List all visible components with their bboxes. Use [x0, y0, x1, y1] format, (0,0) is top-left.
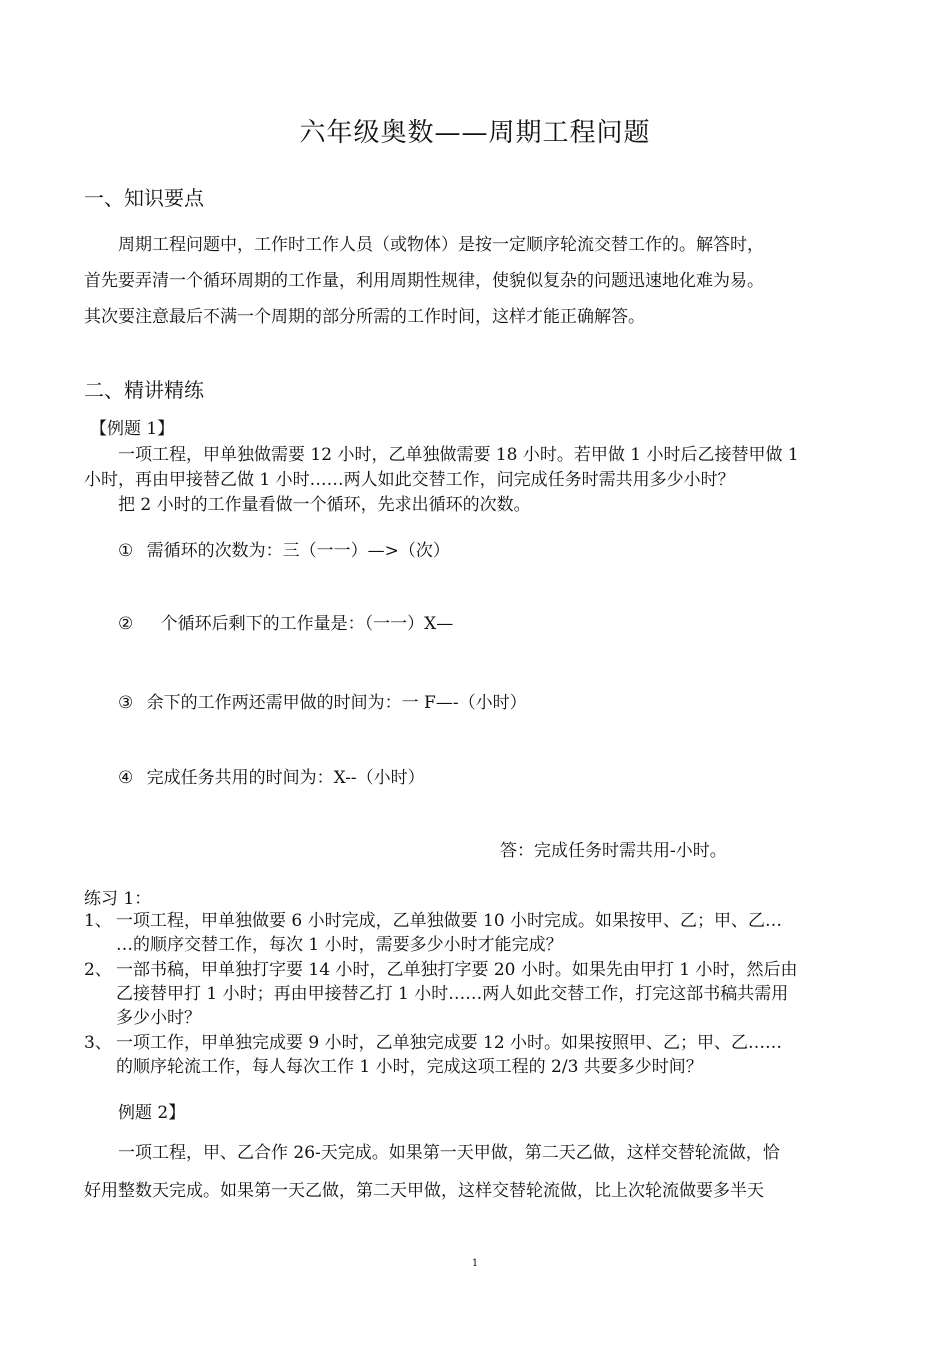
item-line: 一项工程，甲单独做要 6 小时完成，乙单独做要 10 小时完成。如果按甲、乙；甲、乙… [116, 911, 783, 931]
step-marker: ② [118, 614, 134, 634]
step-text: 余下的工作两还需甲做的时间为：一 F—-（小时） [146, 693, 527, 713]
step-text: 完成任务共用的时间为：X--（小时） [146, 768, 425, 788]
section-heading-practice: 二、精讲精练 [84, 378, 204, 402]
page-title: 六年级奥数——周期工程问题 [299, 118, 651, 148]
knowledge-line-2: 首先要弄清一个循环周期的工作量，利用周期性规律，使貌似复杂的问题迅速地化难为易。 [84, 271, 764, 291]
item-line: 乙接替甲打 1 小时；再由甲接替乙打 1 小时……两人如此交替工作，打完这部书稿共需用 [116, 984, 789, 1004]
section-heading-knowledge: 一、知识要点 [84, 186, 204, 210]
page-number: 1 [471, 1258, 479, 1269]
example1-step-4 [118, 763, 425, 788]
item-line: …的顺序交替工作，每次 1 小时，需要多少小时才能完成？ [116, 935, 563, 955]
item-line: 一项工作，甲单独完成要 9 小时，乙单独完成要 12 小时。如果按照甲、乙；甲、乙…… [116, 1033, 783, 1053]
example1-line-3: 把 2 小时的工作量看做一个循环，先求出循环的次数。 [118, 495, 531, 515]
step-marker: ④ [118, 768, 134, 788]
item-number: 3、 [84, 1033, 112, 1053]
example1-answer: 答：完成任务时需共用-小时。 [500, 841, 727, 861]
example2-line-2: 好用整数天完成。如果第一天乙做，第二天甲做，这样交替轮流做，比上次轮流做要多半天 [84, 1181, 764, 1201]
item-number: 2、 [84, 960, 112, 980]
step-text: 需循环的次数为：三（一一）—>（次） [146, 541, 450, 561]
knowledge-line-3: 其次要注意最后不满一个周期的部分所需的工作时间，这样才能正确解答。 [84, 307, 645, 327]
item-line: 多少小时？ [116, 1008, 201, 1028]
item-number: 1、 [84, 911, 112, 931]
example1-line-1: 一项工程，甲单独做需要 12 小时，乙单独做需要 18 小时。若甲做 1 小时后乙接替甲做 1 [118, 445, 799, 465]
example2-label: 例题 2】 [118, 1103, 186, 1123]
step-text: 个循环后剩下的工作量是：（一一）X— [160, 614, 454, 634]
item-line: 一部书稿，甲单独打字要 14 小时，乙单独打字要 20 小时。如果先由甲打 1 小时，然后由 [116, 960, 798, 980]
example1-step-2 [118, 609, 453, 634]
example1-step-1 [118, 536, 450, 561]
example1-label: 【例题 1】 [90, 419, 175, 439]
example2-line-1: 一项工程，甲、乙合作 26-天完成。如果第一天甲做，第二天乙做，这样交替轮流做，恰 [118, 1143, 780, 1163]
item-line: 的顺序轮流工作，每人每次工作 1 小时，完成这项工程的 2/3 共要多少时间？ [116, 1057, 703, 1077]
knowledge-line-1: 周期工程问题中，工作时工作人员（或物体）是按一定顺序轮流交替工作的。解答时， [118, 235, 764, 255]
step-marker: ① [118, 541, 134, 561]
example1-line-2: 小时，再由甲接替乙做 1 小时……两人如此交替工作，问完成任务时需共用多少小时？ [84, 470, 735, 490]
step-marker: ③ [118, 693, 134, 713]
example1-step-3 [118, 688, 527, 713]
practice1-label: 练习 1： [84, 889, 152, 909]
